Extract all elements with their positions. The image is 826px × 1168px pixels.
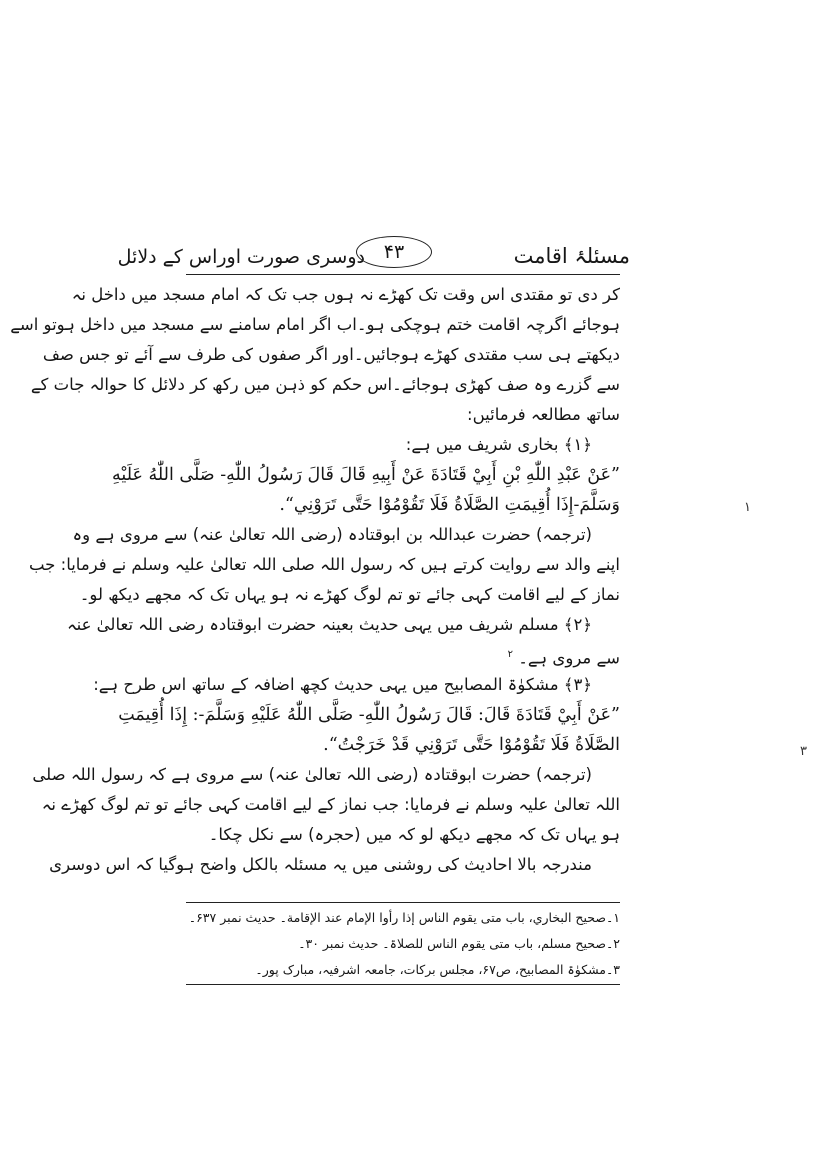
hadith-heading-2: ﴿۲﴾ مسلم شریف میں یہی حدیث بعینہ حضرت ابوقتادہ رضی اللہ تعالیٰ عنہ: [66, 615, 592, 634]
margin-mark: ۱: [744, 500, 751, 515]
text-line: سے گزرے وہ صف کھڑی ہوجائے۔اس حکم کو ذہن میں رکھ کر دلائل کا حوالہ جات کے: [30, 375, 620, 394]
arabic-line: ”عَنْ أَبِيْ قَتَادَةَ قَالَ: قَالَ رَسُولُ اللّٰهِ- صَلَّى اللّٰهُ عَلَيْهِ وَسَلَّمَ-: إِذَا أُقِيمَتِ: [118, 705, 620, 725]
footnote: ۱۔صحیح البخاري، باب متی یقوم الناس إذا رأوا الإمام عند الإقامة۔ حدیث نمبر ۶۳۷۔: [188, 910, 620, 925]
translation-line: (ترجمہ) حضرت عبداللہ بن ابوقتادہ (رضی اللہ تعالیٰ عنہ) سے مروی ہے وہ: [72, 525, 592, 544]
text-line-content: سے مروی ہے۔: [518, 648, 620, 668]
arabic-line: الصَّلَاةُ فَلَا تَقُوْمُوْا حَتَّى تَرَوْنِي قَدْ خَرَجْتُ“.: [323, 735, 620, 755]
book-title: مسئلۂ اقامت: [513, 244, 630, 268]
footnote-rule: [186, 902, 620, 903]
text-line: ساتھ مطالعہ فرمائیں:: [467, 405, 620, 424]
text-line: اپنے والد سے روایت کرتے ہیں کہ رسول اللہ صلی اللہ تعالیٰ علیہ وسلم نے فرمایا: جب: [28, 555, 620, 574]
footnote: ۲۔صحیح مسلم، باب متی یقوم الناس للصلاۃ۔ حدیث نمبر ۳۰۔: [298, 936, 620, 951]
hadith-heading-3: ﴿۳﴾ مشکوٰۃ المصابیح میں یہی حدیث کچھ اضافہ کے ساتھ اس طرح ہے:: [93, 675, 592, 694]
text-line: ہو یہاں تک کہ مجھے دیکھ لو کہ میں (حجرہ) سے نکل چکا۔: [208, 825, 620, 844]
text-line: دیکھتے ہی سب مقتدی کھڑے ہوجائیں۔اور اگر صفوں کی طرف سے آئے تو جس صف: [42, 345, 620, 364]
arabic-line: وَسَلَّمَ-إِذَا أُقِيمَتِ الصَّلَاةُ فَلَا تَقُوْمُوْا حَتَّى تَرَوْنِي“.: [279, 495, 620, 515]
chapter-title: دوسری صورت اوراس کے دلائل: [117, 246, 365, 268]
footnote-marker: ۲: [507, 649, 513, 660]
hadith-heading-1: ﴿۱﴾ بخاری شریف میں ہے:: [405, 435, 592, 454]
text-line: نماز کے لیے اقامت کہی جائے تو تم لوگ کھڑے نہ ہو یہاں تک کہ مجھے دیکھ لو۔: [79, 585, 620, 604]
text-line: ہوجائے اگرچہ اقامت ختم ہوچکی ہو۔اب اگر امام سامنے سے مسجد میں داخل ہوتو اسے: [10, 315, 620, 334]
arabic-line: ”عَنْ عَبْدِ اللّٰهِ بْنِ أَبِيْ قَتَادَةَ عَنْ أَبِيهِ قَالَ قَالَ رَسُولُ اللّٰهِ- صَلَّى اللّٰهُ عَلَيْهِ: [112, 465, 620, 485]
body-text: [10, 280, 620, 880]
translation-line: (ترجمہ) حضرت ابوقتادہ (رضی اللہ تعالیٰ عنہ) سے مروی ہے کہ رسول اللہ صلی: [32, 765, 592, 784]
text-line: مندرجہ بالا احادیث کی روشنی میں یہ مسئلہ بالکل واضح ہوگیا کہ اس دوسری: [49, 855, 592, 874]
text-line: [186, 640, 620, 670]
footnote-bottom-rule: [186, 984, 620, 985]
margin-mark: ۳: [800, 744, 807, 759]
text-line: کر دی تو مقتدی اس وقت تک کھڑے نہ ہوں جب تک کہ امام مسجد میں داخل نہ: [71, 285, 620, 304]
header-rule: [186, 274, 620, 275]
page-number: ۴۳: [356, 236, 432, 268]
text-line: اللہ تعالیٰ علیہ وسلم نے فرمایا: جب نماز کے لیے اقامت کہی جائے تو تم لوگ کھڑے نہ: [41, 795, 620, 814]
footnote: ۳۔مشکوٰۃ المصابیح، ص۶۷، مجلس برکات، جامعہ اشرفیہ، مبارک پور۔: [255, 962, 620, 977]
